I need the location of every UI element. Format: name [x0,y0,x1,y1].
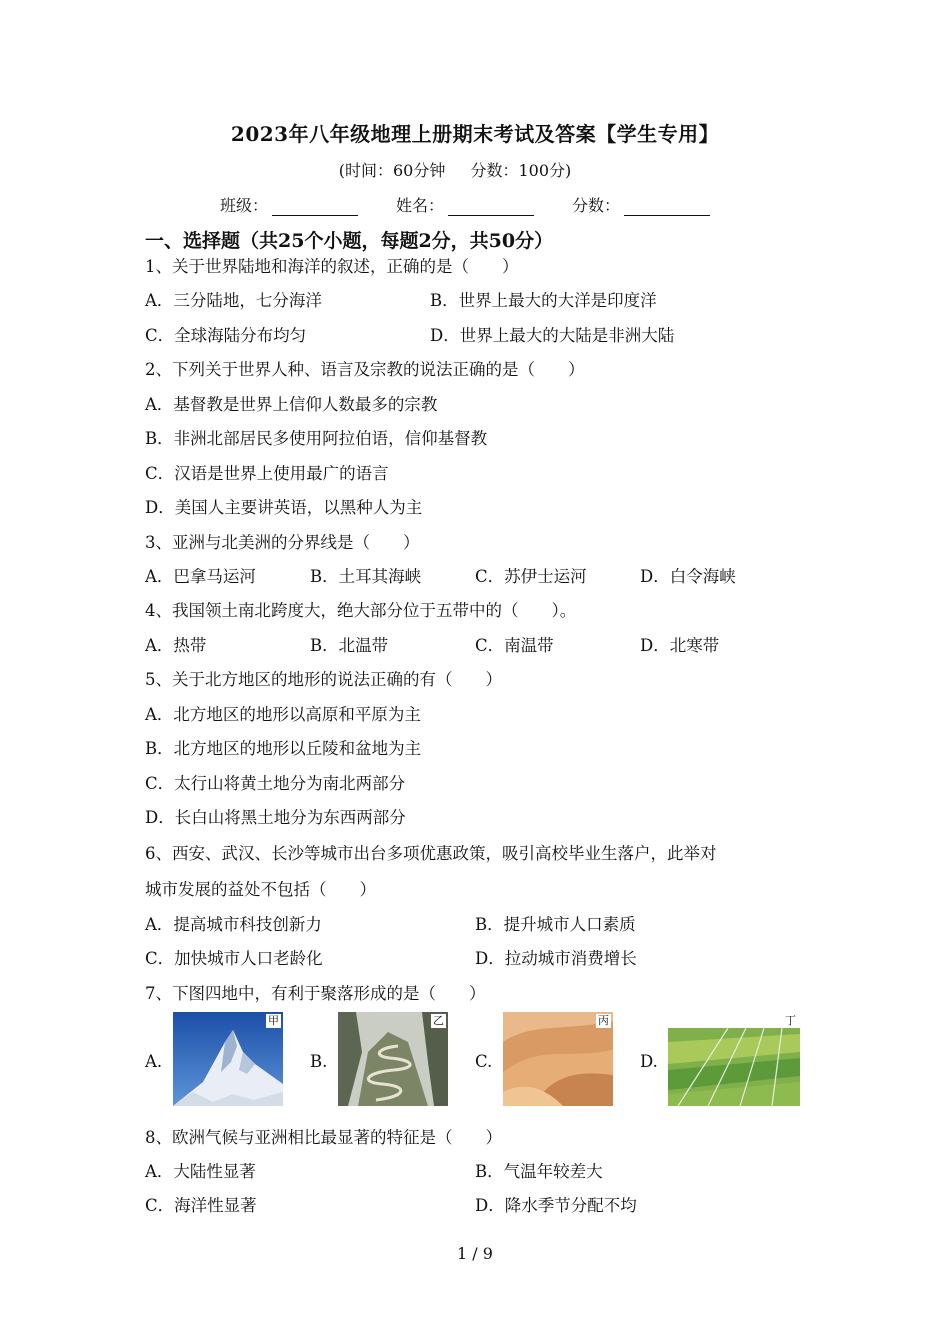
question-3-option-b: B．土耳其海峡 [310,567,422,586]
question-6-option-d: D．拉动城市消费增长 [475,949,637,968]
student-info-row [220,193,710,216]
question-4-stem: 4、我国领土南北跨度大，绝大部分位于五带中的（ ）。 [145,601,577,620]
name-label: 姓名： [396,196,445,215]
question-6-option-b: B．提升城市人口素质 [475,915,636,934]
question-3-option-c: C．苏伊士运河 [475,567,587,586]
question-1-option-d: D．世界上最大的大陆是非洲大陆 [430,326,675,345]
question-2-stem: 2、下列关于世界人种、语言及宗教的说法正确的是（ ） [145,360,585,379]
section-title: 一、选择题（共25个小题，每题2分，共50分） [145,230,554,252]
question-6-option-a: A．提高城市科技创新力 [145,915,322,934]
question-7-stem: 7、下图四地中，有利于聚落形成的是（ ） [145,984,486,1003]
question-5-option-b: B．北方地区的地形以丘陵和盆地为主 [145,739,422,758]
score-blank[interactable] [624,197,710,216]
question-6-option-c: C．加快城市人口老龄化 [145,949,323,968]
class-field [220,193,358,216]
question-1-option-a: A．三分陆地，七分海洋 [145,291,322,310]
question-6-stem-line2: 城市发展的益处不包括（ ） [145,880,376,899]
score-note: 分数：100分) [470,161,572,180]
question-3-option-d: D．白令海峡 [640,567,736,586]
farmland-picture [668,1012,800,1106]
question-4-option-c: C．南温带 [475,636,554,655]
question-8-option-d: D．降水季节分配不均 [475,1196,637,1215]
picture-tag-jia: 甲 [268,1014,279,1027]
option-d-label: D. [640,1052,658,1071]
question-8-option-a: A．大陆性显著 [145,1162,256,1181]
question-2-option-d: D．美国人主要讲英语，以黑种人为主 [145,498,423,517]
question-2-option-a: A．基督教是世界上信仰人数最多的宗教 [145,395,438,414]
exam-title: 2023年八年级地理上册期末考试及答案【学生专用】 [230,122,720,146]
question-5-option-c: C．太行山将黄土地分为南北两部分 [145,774,406,793]
question-2-option-b: B．非洲北部居民多使用阿拉伯语，信仰基督教 [145,429,488,448]
question-5-option-a: A．北方地区的地形以高原和平原为主 [145,705,421,724]
question-3-option-a: A．巴拿马运河 [145,567,256,586]
question-3-stem: 3、亚洲与北美洲的分界线是（ ） [145,533,420,552]
question-6-stem-line1: 6、西安、武汉、长沙等城市出台多项优惠政策，吸引高校毕业生落户，此举对 [145,844,717,863]
option-c-label: C. [475,1052,493,1071]
name-blank[interactable] [448,197,534,216]
class-label: 班级： [220,196,269,215]
question-5-option-d: D．长白山将黑土地分为东西两部分 [145,808,406,827]
winding-road-picture [338,1012,448,1106]
time-note: (时间：60分钟 [338,161,446,180]
picture-tag-bing: 丙 [598,1014,609,1027]
name-field [396,193,534,216]
score-field [572,193,710,216]
question-4-option-a: A．热带 [145,636,207,655]
question-2-option-c: C．汉语是世界上使用最广的语言 [145,464,389,483]
question-8-option-c: C．海洋性显著 [145,1196,257,1215]
question-1-option-b: B．世界上最大的大洋是印度洋 [430,291,657,310]
option-b-label: B. [310,1052,328,1071]
page-number: 1 / 9 [457,1244,493,1263]
question-1-option-c: C．全球海陆分布均匀 [145,326,307,345]
class-blank[interactable] [272,197,358,216]
question-4-option-d: D．北寒带 [640,636,720,655]
question-8-option-b: B．气温年较差大 [475,1162,603,1181]
desert-picture [503,1012,613,1106]
question-5-stem: 5、关于北方地区的地形的说法正确的有（ ） [145,670,502,689]
mountain-picture [173,1012,283,1106]
question-8-stem: 8、欧洲气候与亚洲相比最显著的特征是（ ） [145,1128,502,1147]
question-4-option-b: B．北温带 [310,636,389,655]
exam-subtitle [0,158,910,181]
score-label: 分数： [572,196,621,215]
picture-tag-yi: 乙 [433,1014,444,1027]
question-1-stem: 1、关于世界陆地和海洋的叙述，正确的是（ ） [145,257,519,276]
question-7-pictures [145,1012,805,1108]
option-a-label: A. [145,1052,163,1071]
picture-tag-ding: 丁 [785,1014,796,1027]
